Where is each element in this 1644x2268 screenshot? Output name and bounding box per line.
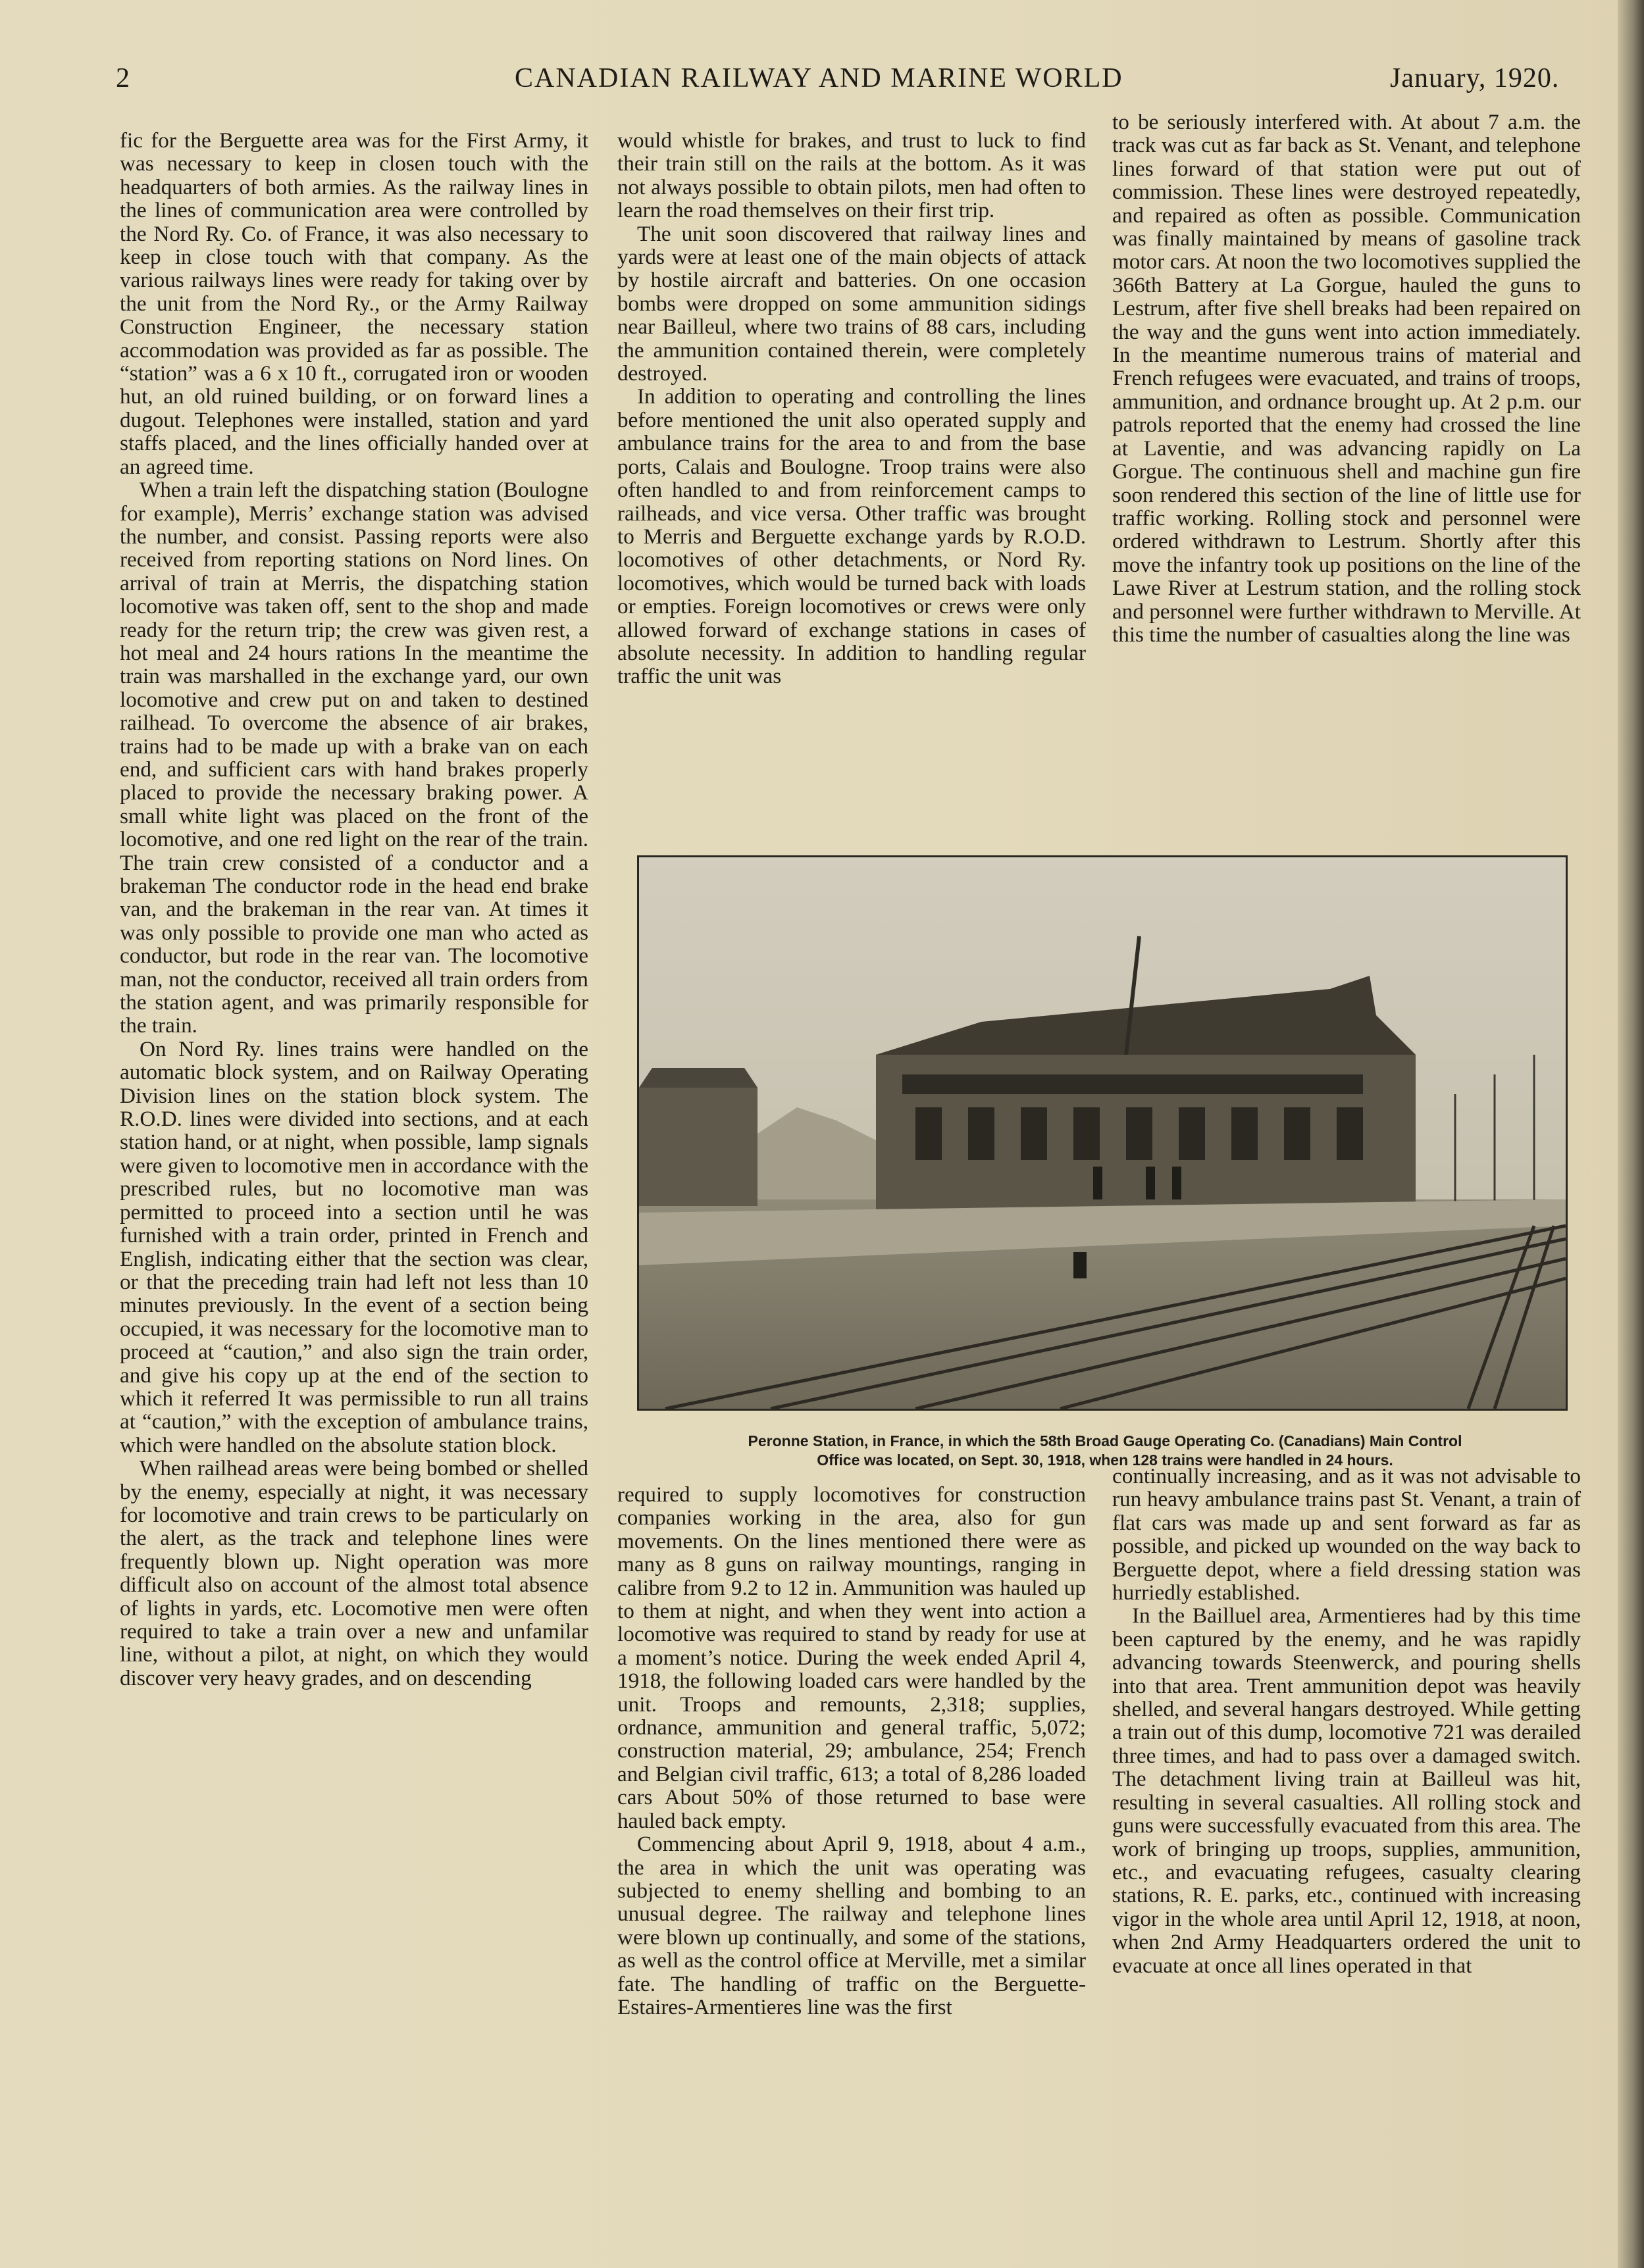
book-spine-shadow [1618, 0, 1644, 2268]
page-number: 2 [116, 63, 130, 93]
station-photo [637, 855, 1568, 1411]
paragraph: continually increasing, and as it was not advisable to run heavy ambulance trains past St. Venant, a train of flat cars was made up and sent forward as far as possible, and picked up wounded on the way back to Berguette depot, where a field dressing station was hurriedly established. [1112, 1464, 1581, 1605]
paragraph: required to supply locomotives for construction companies working in the area, also for gun movements. On the lines mentioned there were as many as 8 guns on railway mountings, ranging in calibre from 9.2 to 12 in. Ammunition was hauled up to them at night, and when they went into action a locomotive was required to stand by ready for use at a moment’s notice. During the week ended April 4, 1918, the following loaded cars were handled by the unit. Troops and remounts, 2,318; supplies, ordnance, ammunition and general traffic, 5,072; construction material, 29; ambulance, 254; French and Belgian civil traffic, 613; a total of 8,286 loaded cars About 50% of those returned to base were hauled back empty. [617, 1482, 1086, 1833]
caption-line: Office was located, on Sept. 30, 1918, when 128 trains were handled in 24 hours. [817, 1451, 1393, 1469]
caption-line: Peronne Station, in France, in which the 58th Broad Gauge Operating Co. (Canadians) Main Control [748, 1432, 1462, 1449]
column-3-bottom [1112, 1465, 1581, 1977]
issue-date: January, 1920. [1390, 63, 1560, 93]
column-2-bottom [617, 1483, 1086, 2019]
paragraph: In addition to operating and controlling the lines before mentioned the unit also operated supply and ambulance trains for the area to and from the base ports, Calais and Boulogne. Troop trains were also often handled to and from reinforcement camps to railheads, and vice versa. Other traffic was brought to Merris and Berguette exchange yards by R.O.D. locomotives of other detachments, or Nord Ry. locomotives, which would be turned back with loads or empties. Foreign locomotives or crews were only allowed forward of exchange stations in cases of absolute necessity. In addition to handling regular traffic the unit was [617, 384, 1086, 689]
paragraph: When a train left the dispatching station (Boulogne for example), Merris’ exchange station was advised the number, and consist. Passing reports were also received from reporting stations on Nord lines. On arrival of train at Merris, the dispatching station locomotive was taken off, sent to the shop and made ready for the return trip; the crew was given rest, a hot meal and 24 hours rations In the meantime the train was marshalled in the exchange yard, our own locomotive and crew put on and taken to destined railhead. To overcome the absence of air brakes, trains had to be made up with a brake van on each end, and sufficient cars with hand brakes properly placed to provide the necessary braking power. A small white light was placed on the front of the locomotive, and one red light on the rear of the train. The train crew consisted of a conductor and a brakeman The conductor rode in the head end brake van, and the brakeman in the rear van. At times it was only possible to provide one man who acted as conductor, but rode in the rear van. The locomotive man, not the conductor, received all train orders from the station agent, and was primarily responsible for the train. [120, 478, 588, 1038]
paragraph: When railhead areas were being bombed or shelled by the enemy, especially at night, it was necessary for locomotive and train crews to be particularly on the alert, as the track and telephone lines were frequently blown up. Night operation was more difficult also on account of the almost total absence of lights in yards, etc. Locomotive men were often required to take a train over a new and unfamilar line, without a pilot, at night, on which they would discover very heavy grades, and on descending [120, 1456, 588, 1690]
paragraph: In the Bailluel area, Armentieres had by this time been captured by the enemy, and he was rapidly advancing towards Steenwerck, and pouring shells into that area. Trent ammunition depot was heavily shelled, and several hangars destroyed. While getting a train out of this dump, locomotive 721 was derailed three times, and had to pass over a damaged switch. The detachment living train at Bailleul was hit, resulting in several casualties. All rolling stock and guns were successfully evacuated from this area. The work of bringing up troops, supplies, ammunition, etc., and evacuating refugees, casualty clearing stations, R. E. parks, etc., continued with increasing vigor in the whole area until April 12, 1918, at noon, when 2nd Army Headquarters ordered the unit to evacuate at once all lines operated in that [1112, 1603, 1581, 1978]
paragraph: fic for the Berguette area was for the First Army, it was necessary to keep in closen touch with the headquarters of both armies. As the railway lines in the lines of communication area were controlled by the Nord Ry. Co. of France, it was also necessary to keep in close touch with that company. As the various railways lines were ready for taking over by the unit from the Nord Ry., or the Army Railway Construction Engineer, the necessary station accommodation was provided as far as possible. The “station” was a 6 x 10 ft., corrugated iron or wooden hut, an old ruined building, or on forward lines a dugout. Telephones were installed, station and yard staffs placed, and the lines officially handed over at an agreed time. [120, 128, 588, 479]
paragraph: On Nord Ry. lines trains were handled on the automatic block system, and on Railway Operating Division lines on the station block system. The R.O.D. lines were divided into sections, and at each station hand, or at night, when possible, lamp signals were given to locomotive men in accordance with the prescribed rules, but no locomotive man was permitted to proceed into a section until he was furnished with a train order, printed in French and English, indicating either that the section was clear, or that the preceding train had left not less than 10 minutes previously. In the event of a section being occupied, it was necessary for the locomotive man to proceed at “caution,” and also sign the train order, and give his copy up at the end of the section to which it referred It was permissible to run all trains at “caution,” with the exception of ambulance trains, which were handled on the absolute station block. [120, 1036, 588, 1457]
column-1 [120, 129, 588, 1690]
paragraph: would whistle for brakes, and trust to luck to find their train still on the rails at the bottom. As it was not always possible to obtain pilots, men had often to learn the road themselves on their first trip. [617, 128, 1086, 223]
paragraph: to be seriously interfered with. At about 7 a.m. the track was cut as far back as St. Venant, and telephone lines forward of that station were put out of commission. These lines were destroyed repeatedly, and repaired as often as possible. Communication was finally maintained by means of gasoline track motor cars. At noon the two locomotives supplied the 366th Battery at La Gorgue, hauled the guns to Lestrum, after five shell breaks had been repaired on the way and the guns went into action immediately. In the meantime numerous trains of material and French refugees were evacuated, and trains of troops, ammunition, and ordnance brought up. At 2 p.m. our patrols reported that the enemy had crossed the line at Laventie, and was advancing rapidly on La Gorgue. The continuous shell and machine gun fire soon rendered this section of the line of little use for traffic working. Rolling stock and personnel were ordered withdrawn to Lestrum. Shortly after this move the infantry took up positions on the line of the Lawe River at Lestrum station, and the rolling stock and personnel were further withdrawn to Merville. At this time the number of casualties along the line was [1112, 110, 1581, 647]
peronne-station-photo [639, 857, 1566, 1409]
paragraph: Commencing about April 9, 1918, about 4 a.m., the area in which the unit was operating was subjected to enemy shelling and bombing to an unusual degree. The railway and telephone lines were blown up continually, and some of the stations, as well as the control office at Merville, met a similar fate. The handling of traffic on the Berguette-Estaires-Armentieres line was the first [617, 1832, 1086, 2019]
publication-title: CANADIAN RAILWAY AND MARINE WORLD [515, 63, 1123, 93]
column-3-top [1112, 111, 1581, 646]
paragraph: The unit soon discovered that railway lines and yards were at least one of the main objects of attack by hostile aircraft and batteries. On one occasion bombs were dropped on some ammunition sidings near Bailleul, where two trains of 88 cars, including the ammunition contained therein, were completely destroyed. [617, 221, 1086, 386]
column-2-top [617, 129, 1086, 688]
